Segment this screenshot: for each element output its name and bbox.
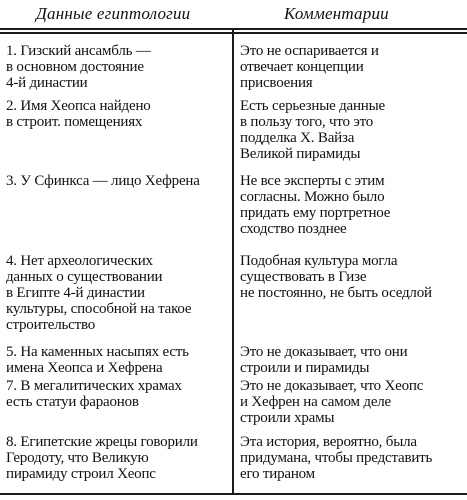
row-3-data: 3. У Сфинкса — лицо Хефрена [6,173,200,189]
header-egyptology-data: Данные египтологии [36,4,191,23]
row-8-data: 8. Египетские жрецы говорили Геродоту, что Великую пирамиду строил Хеопс [6,434,198,482]
header-comments: Комментарии [284,4,389,23]
row-2-comment: Есть серьезные данные в пользу того, что это подделка Х. Вайза Великой пирамиды [240,98,385,162]
row-5-comment: Это не доказывает, что они строили и пирамиды [240,344,408,376]
row-8-comment: Эта история, вероятно, была придумана, чтобы представить его тираном [240,434,433,482]
row-3-comment: Не все эксперты с этим согласны. Можно было придать ему портретное сходство позднее [240,173,391,237]
column-divider [232,28,234,494]
row-1-data: 1. Гизский ансамбль — в основном достояние 4-й династии [6,43,151,91]
row-4-data: 4. Нет археологических данных о существовании в Египте 4-й династии культуры, способной на такое строительство [6,253,192,333]
row-4-comment: Подобная культура могла существовать в Гизе не постоянно, не быть оседлой [240,253,432,301]
row-7-comment: Это не доказывает, что Хеопс и Хефрен на самом деле строили храмы [240,378,424,426]
row-7-data: 7. В мегалитических храмах есть статуи фараонов [6,378,182,410]
row-2-data: 2. Имя Хеопса найдено в строит. помещениях [6,98,151,130]
row-5-data: 5. На каменных насыпях есть имена Хеопса и Хефрена [6,344,189,376]
row-1-comment: Это не оспаривается и отвечает концепции присвоения [240,43,379,91]
